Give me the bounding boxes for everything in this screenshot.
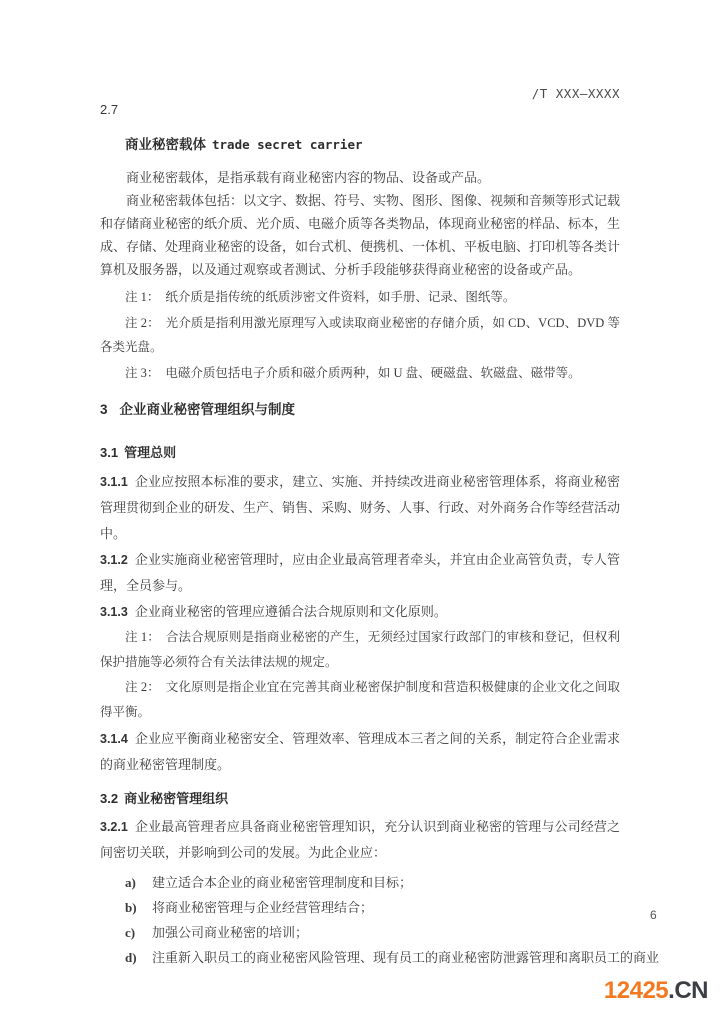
- clause-3-1-4-number: 3.1.4: [100, 732, 128, 746]
- note-3-1-2: [100, 675, 620, 725]
- list-item-b-text: 将商业秘密管理与企业经营管理结合；: [152, 900, 374, 915]
- section-3-1-notes: [100, 625, 620, 725]
- doc-code-header: /T XXX—XXXX: [531, 86, 620, 101]
- list-item-a-label: a): [125, 875, 136, 890]
- clause-3-2-1: [100, 814, 620, 866]
- section-3-2-heading: [100, 790, 620, 807]
- clause-3-1-1: [100, 469, 620, 547]
- note-3-1-1-label: 注 1：: [125, 630, 160, 644]
- list-item-c-label: c): [125, 925, 136, 940]
- clause-3-1-2-text: 企业实施商业秘密管理时，应由企业最高管理者牵头，并宜由企业高管负责，专人管理，全员参与。: [100, 552, 620, 593]
- list-item-c: [125, 920, 620, 945]
- page-number: 6: [650, 908, 657, 922]
- list-item-a-text: 建立适合本企业的商业秘密管理制度和目标；: [152, 875, 413, 890]
- section-3-heading: [100, 401, 620, 419]
- note-3-1-2-text: 文化原则是指企业宜在完善其商业秘密保护制度和营造积极健康的企业文化之间取得平衡。: [100, 680, 620, 719]
- section-3-title: 企业商业秘密管理组织与制度: [119, 402, 296, 417]
- list-item-a: [125, 870, 620, 895]
- watermark-tld: .CN: [668, 977, 708, 1004]
- clause-3-1-1-text: 企业应按照本标准的要求，建立、实施、并持续改进商业秘密管理体系，将商业秘密管理贯彻到企业的研发、生产、销售、采购、财务、人事、行政、对外商务合作等经营活动中。: [100, 474, 621, 541]
- note-2-label: 注 2：: [125, 316, 160, 330]
- site-watermark: [604, 977, 708, 1005]
- list-item-d-label: d): [125, 950, 137, 965]
- note-3-text: 电磁介质包括电子介质和磁介质两种，如 U 盘、硬磁盘、软磁盘、磁带等。: [165, 366, 581, 380]
- list-item-b-label: b): [125, 900, 137, 915]
- note-1: [100, 285, 620, 309]
- clause-3-1-3-number: 3.1.3: [100, 605, 128, 619]
- scope-paragraph: 商业秘密载体包括：以文字、数据、符号、实物、图形、图像、视频和音频等形式记载和存储商业秘密的纸介质、光介质、电磁介质等各类物品，体现商业秘密的样品、标本，生成、存储、处理商业秘密的设备，如台式机、便携机、一体机、平板电脑、打印机等各类计算机及服务器，以及通过观察或者测试、分析手段能够获得商业秘密的设备或产品。: [100, 193, 621, 277]
- clause-3-1-4-text: 企业应平衡商业秘密安全、管理效率、管理成本三者之间的关系，制定符合企业需求的商业秘密管理制度。: [100, 731, 620, 772]
- clause-3-1-3-text: 企业商业秘密的管理应遵循合法合规原则和文化原则。: [134, 604, 447, 619]
- note-1-text: 纸介质是指传统的纸质涉密文件资料，如手册、记录、图纸等。: [165, 290, 516, 304]
- list-item-c-text: 加强公司商业秘密的培训；: [152, 925, 309, 940]
- section-3-1-heading: [100, 444, 620, 461]
- list-item-d: [125, 945, 660, 970]
- list-item-d-text: 注重新入职员工的商业秘密风险管理、现有员工的商业秘密防泄露管理和离职员工的商业: [152, 950, 660, 965]
- clause-3-1-1-number: 3.1.1: [100, 475, 128, 489]
- list-item-b: [125, 895, 620, 920]
- section-3-number: 3: [100, 402, 108, 417]
- requirements-list: [100, 870, 660, 970]
- term-en: trade secret carrier: [212, 137, 363, 152]
- clause-3-1-3: [100, 599, 620, 625]
- note-3: [100, 361, 620, 385]
- clause-3-1-2-number: 3.1.2: [100, 553, 128, 567]
- section-3-2-number: 3.2: [100, 791, 119, 806]
- note-2-text: 光介质是指利用激光原理写入或读取商业秘密的存储介质，如 CD、VCD、DVD 等各类光盘。: [100, 316, 620, 354]
- clause-3-1-4: [100, 726, 620, 778]
- term-heading: [125, 136, 620, 153]
- clause-3-2-1-number: 3.2.1: [100, 820, 128, 834]
- clause-3-2-1-text: 企业最高管理者应具备商业秘密管理知识，充分认识到商业秘密的管理与公司经营之间密切关联，并影响到公司的发展。为此企业应：: [100, 819, 620, 860]
- section-3-1-title: 管理总则: [124, 445, 177, 460]
- section-3-1-number: 3.1: [100, 445, 119, 460]
- section-3-2-title: 商业秘密管理组织: [124, 791, 229, 806]
- note-3-1-1: [100, 625, 620, 675]
- clause-2-7-number: 2.7: [100, 102, 119, 117]
- watermark-brand: 12425: [603, 977, 669, 1004]
- note-3-1-1-text: 合法合规原则是指商业秘密的产生，无须经过国家行政部门的审核和登记，但权利保护措施等必须符合有关法律法规的规定。: [100, 630, 620, 669]
- note-1-label: 注 1：: [125, 290, 160, 304]
- clause-2-7-notes: [100, 285, 620, 385]
- clause-3-1-2: [100, 547, 620, 599]
- section-3-1-clauses: [100, 469, 620, 625]
- note-3-1-2-label: 注 2：: [125, 680, 160, 694]
- note-2: [100, 311, 620, 359]
- definition-paragraph: 商业秘密载体，是指承载有商业秘密内容的物品、设备或产品。: [126, 170, 491, 185]
- note-3-label: 注 3：: [125, 366, 160, 380]
- term-zh: 商业秘密载体: [125, 137, 206, 152]
